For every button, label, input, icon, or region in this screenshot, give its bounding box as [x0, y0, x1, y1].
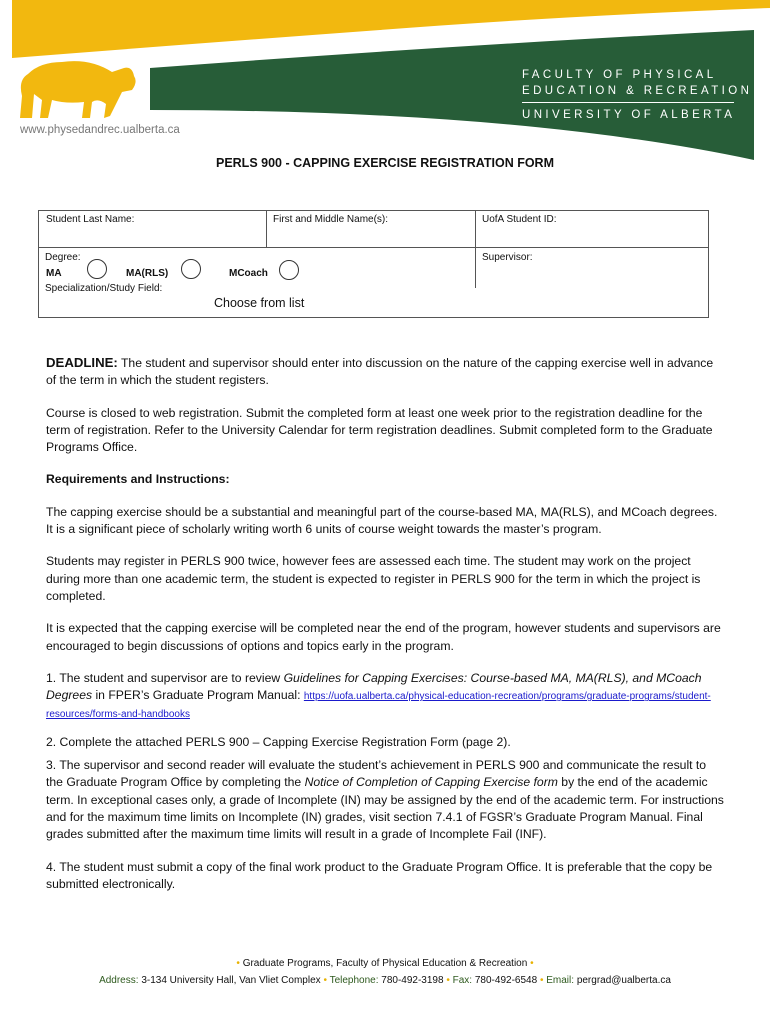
footer-line-1 [0, 958, 770, 969]
footer-office: Graduate Programs, Faculty of Physical Education & Recreation [242, 958, 528, 969]
instruction-item-2: 2. Complete the attached PERLS 900 – Capping Exercise Registration Form (page 2). [46, 734, 511, 749]
website-url: www.physedandrec.ualberta.ca [20, 124, 180, 136]
item3-text: 3. The supervisor and second reader will evaluate the student’s achievement in PERLS 900 and communicate the result to the Graduate Program Office by completing the [46, 758, 707, 790]
first-name-label: First and Middle Name(s): [273, 214, 389, 225]
faculty-line-1: FACULTY OF PHYSICAL [522, 69, 717, 81]
student-id-label: UofA Student ID: [482, 214, 557, 225]
bullet-icon: • [539, 975, 544, 986]
degree-option-mcoach-label: MCoach [229, 268, 268, 279]
bullet-icon: • [323, 975, 327, 986]
footer-contact [0, 975, 770, 986]
notice-form-title: Notice of Completion of Capping Exercise form [304, 775, 558, 790]
deadline-text: The student and supervisor should enter into discussion on the nature of the capping exercise well in advance of the term in which the student registers. [46, 356, 714, 388]
instruction-item-3 [46, 757, 726, 843]
divider [475, 211, 476, 288]
bullet-icon: • [530, 958, 534, 969]
address-value: 3-134 University Hall, Van Vliet Complex [141, 975, 321, 986]
instruction-item-4: 4. The student must submit a copy of the final work product to the Graduate Program Office. It is preferable that the copy be submitted electronically. [46, 859, 713, 891]
bear-logo-icon [20, 61, 136, 118]
email-value[interactable]: pergrad@ualberta.ca [576, 975, 671, 986]
degree-option-ma-label: MA [46, 268, 62, 279]
instructions-content [46, 354, 726, 908]
faculty-wordmark [522, 67, 752, 123]
faculty-divider [522, 102, 734, 103]
item1-text-after: in FPER’s Graduate Program Manual: [92, 688, 304, 703]
divider [39, 247, 708, 248]
telephone-value: 780-492-3198 [381, 975, 444, 986]
deadline-paragraph [46, 354, 726, 390]
email-label: Email: [546, 975, 575, 986]
faculty-line-2: EDUCATION & RECREATION [522, 85, 753, 97]
requirements-heading: Requirements and Instructions: [46, 472, 230, 487]
registration-form-box [38, 210, 709, 318]
address-label: Address: [99, 975, 139, 986]
course-paragraph: Course is closed to web registration. Submit the completed form at least one week prior to the registration deadline for the term of registration. Refer to the University Calendar for term registration deadlines. Submit completed form to the Graduate Programs Office. [46, 405, 713, 455]
specialization-label: Specialization/Study Field: [45, 283, 163, 294]
degree-ma-radio[interactable] [87, 259, 107, 279]
fax-value: 780-492-6548 [474, 975, 538, 986]
form-title: PERLS 900 - CAPPING EXERCISE REGISTRATION FORM [215, 156, 554, 170]
degree-mcoach-radio[interactable] [279, 260, 299, 280]
guidelines-title: Guidelines for Capping Exercises: Course-based MA, MA(RLS), and MCoach Degrees [46, 670, 702, 703]
deadline-label: DEADLINE: [46, 355, 118, 370]
last-name-label: Student Last Name: [46, 214, 135, 225]
bullet-icon: • [236, 958, 240, 969]
register-paragraph: Students may register in PERLS 900 twice, however fees are assessed each time. The student may work on the project during more than one academic term, the student is expected to register in PERLS 900 for the term in which the project is completed. [46, 554, 701, 603]
telephone-label: Telephone: [329, 975, 379, 986]
instruction-item-1 [46, 670, 726, 724]
bullet-icon: • [446, 975, 450, 986]
expected-paragraph: It is expected that the capping exercise will be completed near the end of the program, however students and supervisors are encouraged to begin discussions of options and topics early in the program. [46, 621, 721, 653]
degree-option-marls-label: MA(RLS) [126, 268, 169, 279]
degree-marls-radio[interactable] [181, 259, 201, 279]
degree-label: Degree: [45, 252, 81, 263]
forms-handbooks-link[interactable]: https://uofa.ualberta.ca/physical-education-recreation/programs/graduate-programs/student-resources/forms-and-handbooks [46, 691, 711, 721]
capping-paragraph: The capping exercise should be a substantial and meaningful part of the course-based MA, MA(RLS), and MCoach degrees. It is a significant piece of scholarly writing worth 6 units of course weight towards the master’s program. [46, 504, 718, 537]
item3-text-after: by the end of the academic term. In exceptional cases only, a grade of Incomplete (IN) may be assigned by the end of the academic term. For instructions and for the maximum time limits on Incomplete (IN) grades, visit section 7.4.1 of FGSR’s Graduate Program Manual. Final grades submitted after the maximum time limits will result in a grade of Incomplete Fail (INF). [46, 775, 724, 842]
supervisor-label: Supervisor: [482, 252, 533, 263]
item1-text: 1. The student and supervisor are to review [46, 670, 284, 685]
university-name: UNIVERSITY OF ALBERTA [522, 109, 736, 121]
divider [266, 211, 267, 247]
fax-label: Fax: [452, 975, 473, 986]
specialization-dropdown[interactable]: Choose from list [214, 296, 305, 310]
